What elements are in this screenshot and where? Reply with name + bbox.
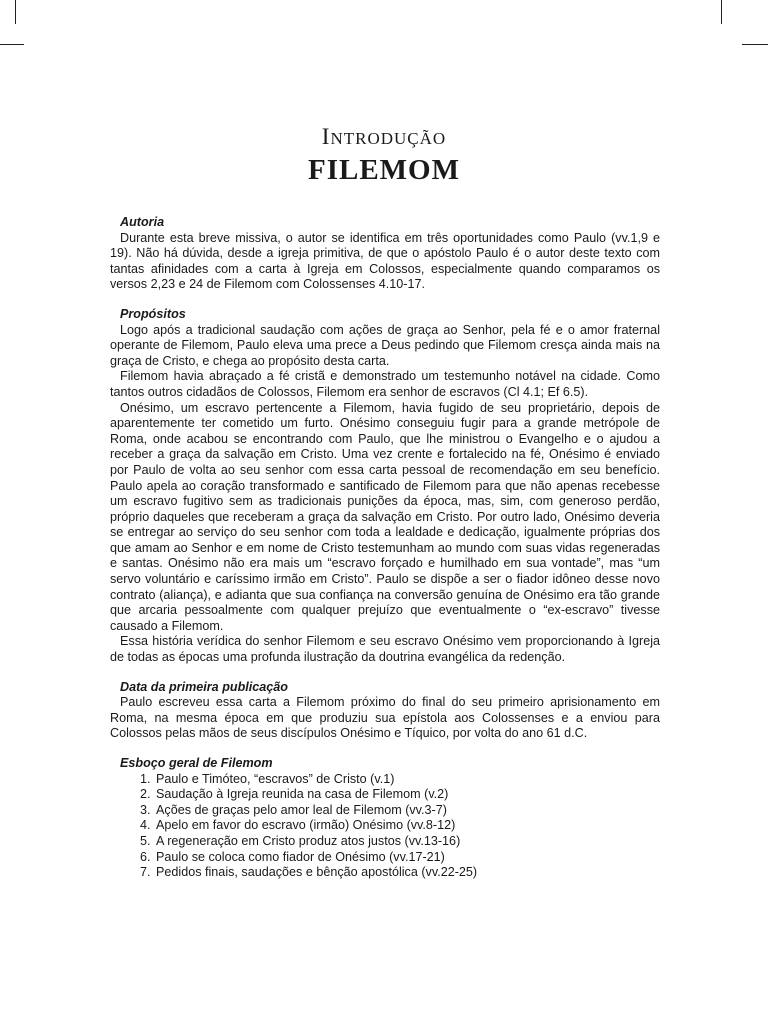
outline-list [110,772,660,881]
outline-item [140,834,660,850]
outline-item-text: Ações de graças pelo amor leal de Filemom (vv.3-7) [156,802,447,817]
section-esboco [110,756,660,881]
page-content [110,215,660,895]
outline-item-text: Apelo em favor do escravo (irmão) Onésimo (vv.8-12) [156,818,456,833]
crop-mark-top-right-horizontal [742,44,768,45]
outline-item-text: Paulo e Timóteo, “escravos” de Cristo (v.1) [156,771,395,786]
outline-item-text: Saudação à Igreja reunida na casa de Filemom (v.2) [156,787,449,802]
section-title-propositos: Propósitos [120,306,186,321]
crop-mark-top-left-vertical [15,0,16,24]
book-title: FILEMOM [308,154,460,186]
outline-item-text: Pedidos finais, saudações e bênção apostólica (vv.22-25) [156,865,478,880]
outline-item-number: 7. [140,865,151,880]
outline-item-number: 3. [140,802,151,817]
crop-mark-top-left-horizontal [0,44,24,45]
outline-item [140,787,660,803]
page-header [0,124,768,187]
outline-item [140,818,660,834]
section-autoria [110,215,660,293]
introduction-initial: I [321,124,331,149]
outline-item-text: Paulo se coloca como fiador de Onésimo (vv.17-21) [156,849,445,864]
section-title-data-publicacao: Data da primeira publicação [120,679,288,694]
section-title-autoria: Autoria [120,215,165,229]
outline-item-number: 5. [140,833,151,848]
introduction-rest: NTRODUÇÃO [330,129,447,148]
outline-item-number: 6. [140,849,151,864]
paragraph: Onésimo, um escravo pertencente a Filemom, havia fugido de seu proprietário, depois de aparentemente ter cometido um furto. Onésimo conseguiu fugir para a grande metrópole de Roma, onde acabou se encontrando com Paulo, que lhe ministrou o Evangelho e o ajudou a receber a graça da salvação em Cristo. Uma vez crente e fortalecido na fé, Onésimo é enviado por Paulo de volta ao seu senhor com essa carta pessoal de recomendação em seu benefício. Paulo apela ao coração transformado e santificado de Filemom para que não apenas recebesse um escravo fugitivo sem as tradicionais punições da época, mas, sim, com generoso perdão, próprio daqueles que receberam a graça da salvação em Cristo. Por outro lado, Onésimo deveria se entregar ao serviço do seu senhor com toda a lealdade e dedicação, igualmente próprias dos que amam ao Senhor e em nome de Cristo testemunham ao mundo com suas vidas regeneradas e santas. Onésimo não era mais um “escravo forçado e humilhado em sua vontade”, mas “um servo voluntário e caríssimo irmão em Cristo”. Paulo se dispõe a ser o fiador idôneo desse novo contrato (aliança), e adianta que sua confiança na conversão genuína de Onésimo era tão grande que arcaria pessoalmente com qualquer prejuízo que eventualmente o “ex-escravo” tivesse causado a Filemom. [110,400,660,633]
section-propositos [110,307,660,666]
outline-item [140,850,660,866]
outline-item [140,803,660,819]
outline-item [140,865,660,881]
outline-item-text: A regeneração em Cristo produz atos justos (vv.13-16) [156,833,461,848]
crop-mark-top-right-vertical [721,0,722,24]
outline-item-number: 2. [140,787,151,802]
outline-item-number: 1. [140,771,151,786]
outline-item-number: 4. [140,818,151,833]
paragraph: Essa história verídica do senhor Filemom e seu escravo Onésimo vem proporcionando à Igreja de todas as épocas uma profunda ilustração da doutrina evangélica da redenção. [110,634,660,665]
paragraph: Logo após a tradicional saudação com ações de graça ao Senhor, pela fé e o amor fraternal operante de Filemom, Paulo eleva uma prece a Deus pedindo que Filemom cresça ainda mais na graça de Cristo, e chega ao propósito desta carta. [110,322,660,368]
paragraph: Paulo escreveu essa carta a Filemom próximo do final do seu primeiro aprisionamento em Roma, na mesma época em que produziu sua epístola aos Colossenses e a enviou para Colossos pelas mãos de seus discípulos Onésimo e Tíquico, por volta do ano 61 d.C. [110,695,660,741]
outline-item [140,772,660,788]
paragraph: Filemom havia abraçado a fé cristã e demonstrado um testemunho notável na cidade. Como tantos outros cidadãos de Colossos, Filemom era senhor de escravos (Cl 4.1; Ef 6.5). [110,369,660,399]
section-title-esboco: Esboço geral de Filemom [120,756,273,770]
introduction-heading [0,124,768,152]
section-data-publicacao [110,680,660,742]
paragraph: Durante esta breve missiva, o autor se identifica em três oportunidades como Paulo (vv.1,9 e 19). Não há dúvida, desde a igreja primitiva, de que o apóstolo Paulo é o autor deste texto com tantas afinidades com a carta à Igreja em Colossos, especialmente quando comparamos os versos 2,23 e 24 de Filemom com Colossenses 4.10-17. [110,230,660,292]
